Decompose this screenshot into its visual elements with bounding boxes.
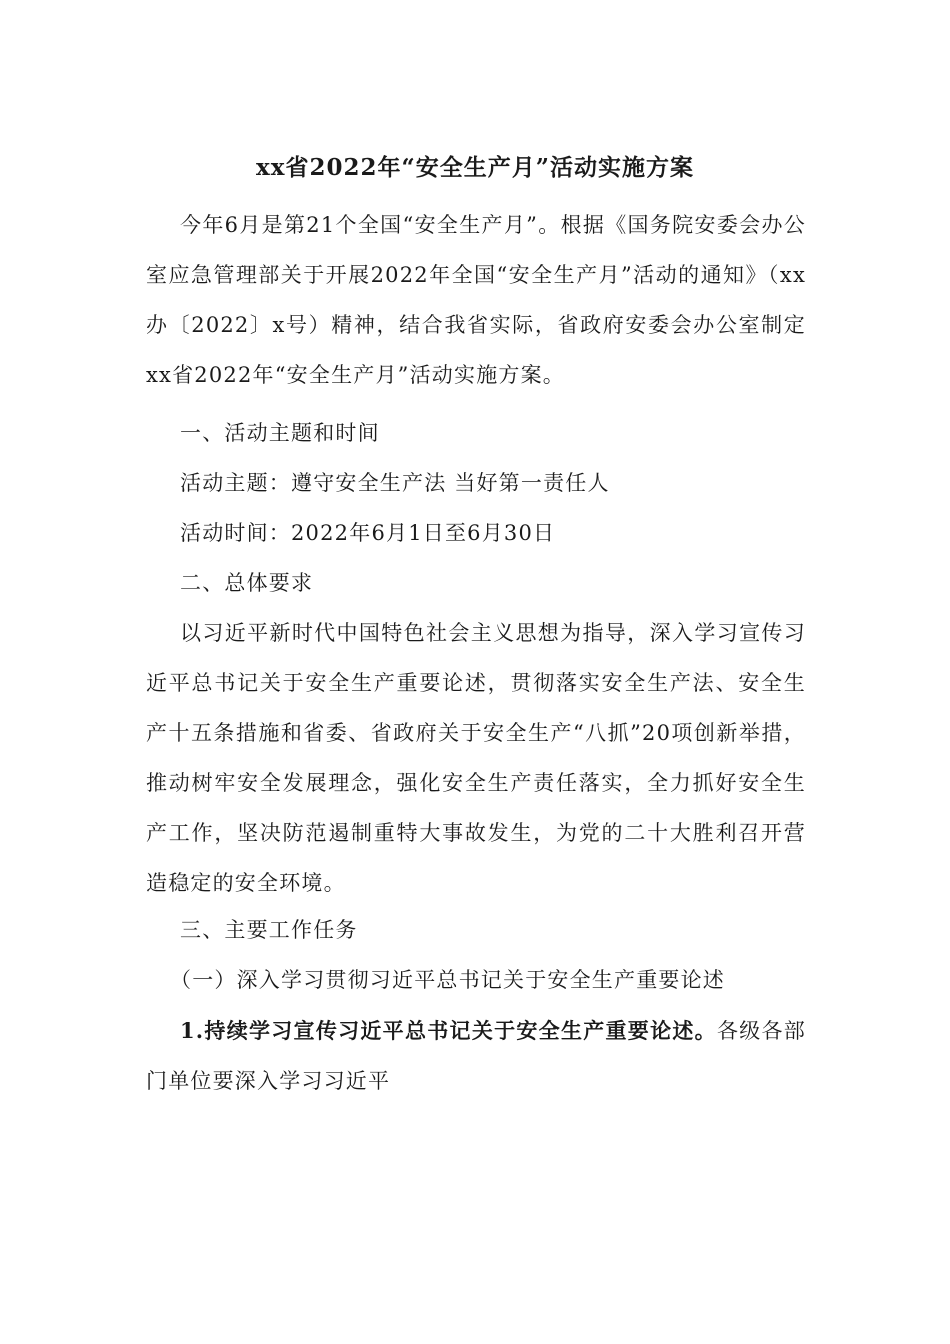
general-requirements-paragraph: 以习近平新时代中国特色社会主义思想为指导，深入学习宣传习近平总书记关于安全生产重要论述，贯彻落实安全生产法、安全生产十五条措施和省委、省政府关于安全生产“八抓”20项创新举措，推动树牢安全发展理念，强化安全生产责任落实，全力抓好安全生产工作，坚决防范遏制重特大事故发生，为党的二十大胜利召开营造稳定的安全环境。 [146,621,806,895]
document-title: xx省2022年“安全生产月”活动实施方案 [256,154,694,181]
activity-time-line: 活动时间：2022年6月1日至6月30日 [180,521,556,545]
task-item-1-paragraph [146,1006,806,1106]
task-item-1-title: 1.持续学习宣传习近平总书记关于安全生产重要论述。 [180,1018,717,1043]
subsection-heading-1: （一）深入学习贯彻习近平总书记关于安全生产重要论述 [170,968,725,992]
section-heading-2: 二、总体要求 [180,571,314,595]
section-heading-3: 三、主要工作任务 [180,918,358,942]
task-item-1-text: 各级各部门单位要深入学习习近平 [146,1019,806,1093]
intro-paragraph: 今年6月是第21个全国“安全生产月”。根据《国务院安委会办公室应急管理部关于开展2022年全国“安全生产月”活动的通知》（xx办〔2022〕x号）精神，结合我省实际，省政府安委会办公室制定xx省2022年“安全生产月”活动实施方案。 [146,213,806,387]
section-heading-1: 一、活动主题和时间 [180,421,380,445]
activity-theme-line: 活动主题：遵守安全生产法 当好第一责任人 [180,471,610,495]
